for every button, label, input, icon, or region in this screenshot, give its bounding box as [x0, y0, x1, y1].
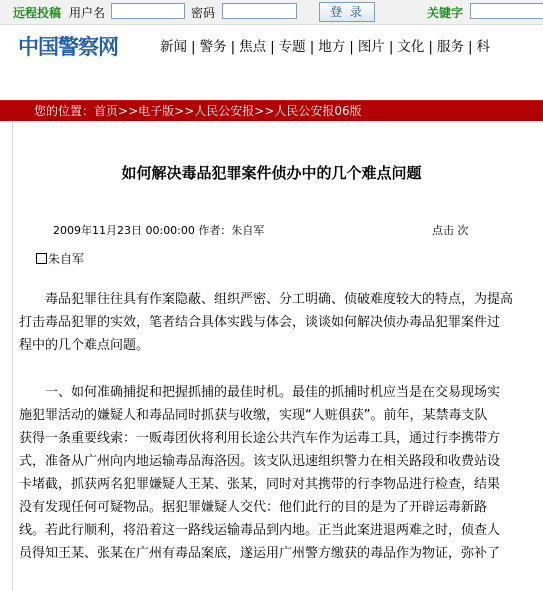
breadcrumb-prefix: 您的位置： [34, 104, 95, 118]
password-input[interactable] [222, 3, 297, 19]
paragraph-line: 打击毒品犯罪的实效，笔者结合具体实践与体会，谈谈如何解决侦办毒品犯罪案件过 [19, 315, 501, 330]
login-bar [0, 0, 543, 25]
checkbox-icon [36, 253, 47, 264]
breadcrumb-home[interactable]: 首页 [94, 104, 119, 118]
nav-separator: | [270, 39, 275, 55]
password-label: 密码 [191, 6, 216, 20]
paragraph-line: 没有发现任何可疑物品。据犯罪嫌疑人交代：他们此行的目的是为了开辟运毒新路 [19, 500, 488, 515]
nav-item-culture[interactable]: 文化 [397, 39, 425, 55]
username-label: 用户名 [69, 6, 106, 20]
nav-item-news[interactable]: 新闻 [160, 39, 187, 55]
article-paragraph-1 [19, 288, 529, 357]
nav-separator: | [309, 39, 315, 55]
paragraph-line: 员得知王某、张某在广州有毒品案底，遂运用广州警方缴获的毒品作为物证，弥补了 [19, 546, 501, 561]
article-title: 如何解决毒品犯罪案件侦办中的几个难点问题 [121, 164, 422, 182]
keyword-label: 关键字 [427, 6, 464, 20]
breadcrumb-newspaper[interactable]: 人民公安报 [194, 104, 255, 118]
submit-article-link[interactable]: 远程投稿 [13, 6, 62, 20]
nav-separator: | [230, 39, 236, 55]
paragraph-line: 一、如何准确捕捉和把握抓捕的最佳时机。最佳的抓捕时机应当是在交易现场实 [19, 385, 501, 400]
article-author [36, 250, 84, 267]
keyword-input[interactable] [470, 3, 543, 19]
article-meta: 2009年11月23日 00:00:00 作者：朱自军 [53, 224, 265, 237]
paragraph-line: 毒品犯罪往往具有作案隐蔽、组织严密、分工明确、侦破难度较大的特点，为提高 [19, 292, 514, 307]
nav-separator: | [191, 39, 196, 55]
username-input[interactable] [111, 3, 185, 19]
paragraph-line: 线。若此行顺利，将沿着这一路线运输毒品到内地。正当此案进退两难之时，侦查人 [19, 523, 501, 538]
nav-separator: | [428, 39, 433, 55]
nav-item-focus[interactable]: 焦点 [239, 39, 267, 55]
nav-item-special[interactable]: 专题 [278, 39, 306, 55]
nav-item-photos[interactable]: 图片 [357, 39, 385, 55]
breadcrumb-separator: >> [118, 104, 139, 118]
site-header [0, 25, 543, 65]
paragraph-line: 获得一条重要线索：一贩毒团伙将利用长途公共汽车作为运毒工具，通过行李携带方 [19, 431, 501, 446]
nav-item-local[interactable]: 地方 [318, 39, 346, 55]
nav-separator: | [467, 39, 473, 55]
breadcrumb [0, 100, 543, 121]
breadcrumb-separator: >> [174, 104, 195, 118]
paragraph-line: 式，准备从广州向内地运输毒品海洛因。该支队迅速组织警力在相关路段和收费站设 [19, 454, 501, 469]
login-button[interactable]: 登 录 [319, 2, 375, 22]
article-paragraph-2 [19, 381, 529, 565]
nav-item-science[interactable]: 科 [476, 39, 490, 55]
breadcrumb-e-edition[interactable]: 电子版 [138, 104, 175, 118]
breadcrumb-page[interactable]: 人民公安报06版 [274, 104, 362, 118]
author-name: 朱自军 [48, 252, 85, 266]
main-nav [160, 35, 490, 55]
paragraph-line: 施犯罪活动的嫌疑人和毒品同时抓获与收缴，实现“人赃俱获”。前年，某禁毒支队 [19, 408, 488, 423]
article-hits: 点击 次 [432, 224, 469, 237]
paragraph-line: 卡堵截，抓获两名犯罪嫌疑人王某、张某，同时对其携带的行李物品进行检查，结果 [19, 477, 501, 492]
site-logo[interactable]: 中国警察网 [18, 35, 118, 59]
breadcrumb-separator: >> [254, 104, 275, 118]
nav-item-police-affairs[interactable]: 警务 [199, 39, 227, 55]
nav-separator: | [388, 39, 394, 55]
nav-separator: | [349, 39, 354, 55]
nav-item-services[interactable]: 服务 [436, 39, 464, 55]
paragraph-line: 程中的几个难点问题。 [19, 338, 150, 353]
